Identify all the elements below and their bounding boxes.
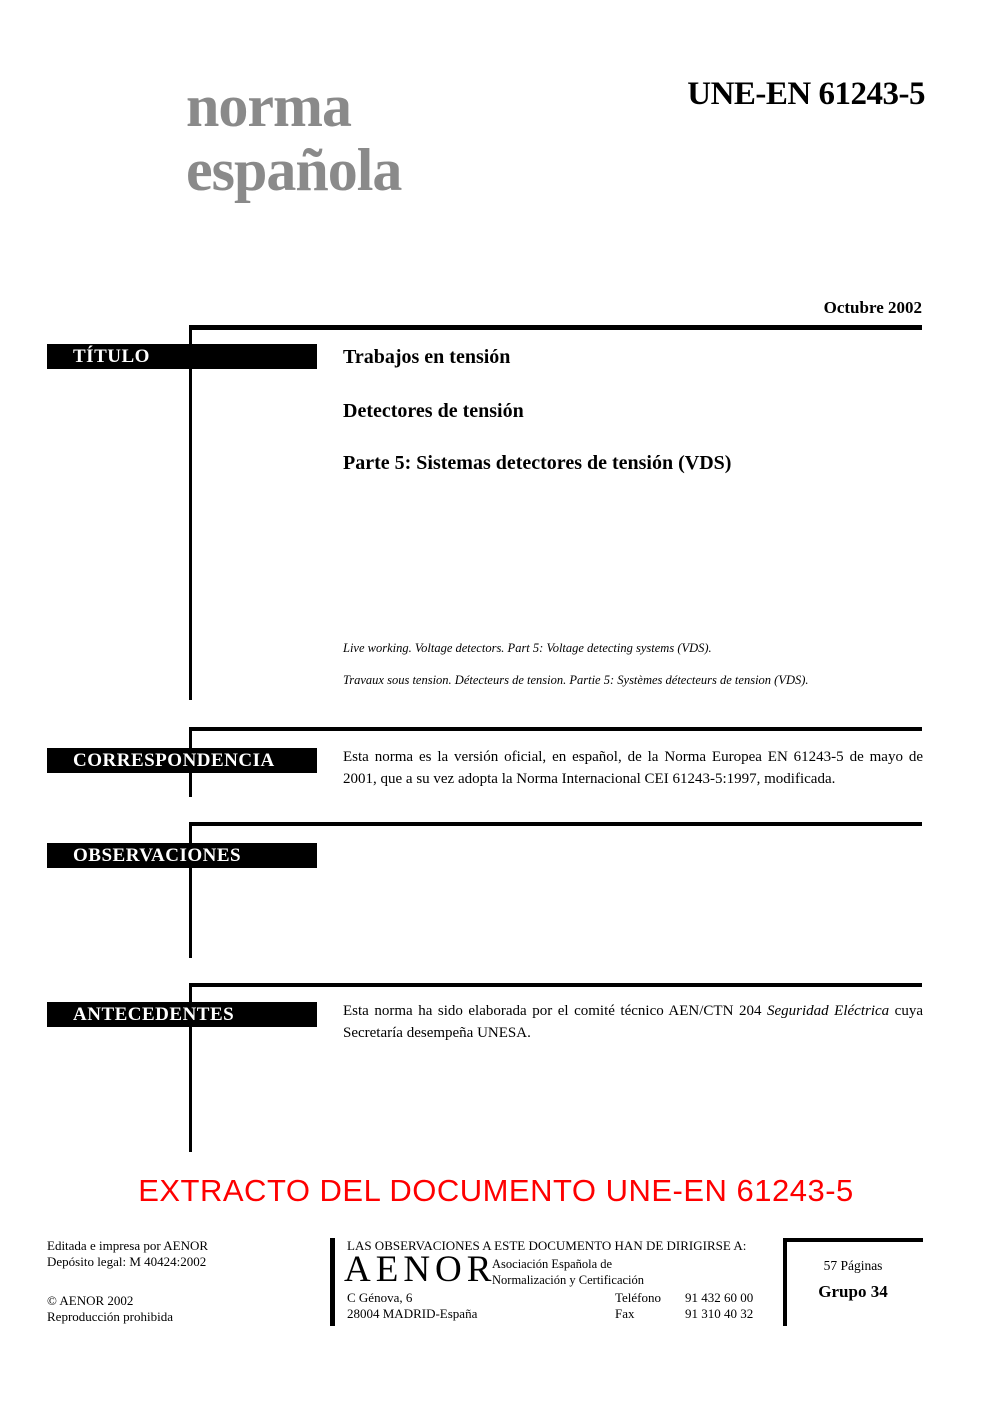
brand-masthead xyxy=(186,74,401,202)
fax-value: 91 310 40 32 xyxy=(685,1306,754,1321)
titulo-label: TÍTULO xyxy=(73,346,150,367)
correspondencia-label-bar xyxy=(47,748,317,773)
correspondencia-label: CORRESPONDENCIA xyxy=(73,750,275,771)
antecedentes-label: ANTECEDENTES xyxy=(73,1004,235,1025)
aenor-org-name xyxy=(492,1256,644,1288)
phone-label: Teléfono xyxy=(615,1290,662,1305)
title-line-3: Parte 5: Sistemas detectores de tensión (VDS) xyxy=(343,452,732,474)
footer-publisher-block xyxy=(47,1238,208,1270)
antecedentes-text-part1: Esta norma ha sido elaborada por el comité técnico AEN/CTN 204 xyxy=(343,1003,767,1019)
footer-right-bracket-horizontal xyxy=(783,1238,923,1242)
footer-address xyxy=(347,1290,477,1322)
title-translation-english: Live working. Voltage detectors. Part 5: Voltage detecting systems (VDS). xyxy=(343,641,712,655)
footer-phone-values xyxy=(685,1290,753,1322)
aenor-logo: AENOR xyxy=(344,1249,497,1290)
document-code: UNE-EN 61243-5 xyxy=(687,76,925,112)
antecedentes-text-part3: cuya Secretaría desempeña UNESA. xyxy=(343,1003,923,1041)
fax-label: Fax xyxy=(615,1306,635,1321)
group-number: Grupo 34 xyxy=(818,1282,888,1301)
publication-date: Octubre 2002 xyxy=(823,298,922,317)
correspondencia-top-rule xyxy=(189,727,922,731)
page-count: 57 Páginas xyxy=(823,1258,883,1273)
phone-value: 91 432 60 00 xyxy=(685,1290,754,1305)
footer-published-line2: Depósito legal: M 40424:2002 xyxy=(47,1254,207,1269)
footer-copyright-line1: © AENOR 2002 xyxy=(47,1293,134,1308)
brand-line2: española xyxy=(186,137,402,203)
footer-copyright-block xyxy=(47,1293,173,1325)
correspondencia-text: Esta norma es la versión oficial, en español, de la Norma Europea EN 61243-5 de mayo de 2001, que a su vez adopta la Norma Internacional CEI 61243-5:1997, modificada. xyxy=(343,749,923,787)
antecedentes-top-rule xyxy=(189,983,922,987)
address-line2: 28004 MADRID-España xyxy=(347,1306,478,1321)
title-line-2: Detectores de tensión xyxy=(343,400,524,422)
footer-phone-labels xyxy=(615,1290,661,1322)
antecedentes-label-bar xyxy=(47,1002,317,1027)
extract-banner: EXTRACTO DEL DOCUMENTO UNE-EN 61243-5 xyxy=(138,1173,854,1208)
antecedentes-text-committee-italic: Seguridad Eléctrica xyxy=(766,1003,890,1019)
title-line-1: Trabajos en tensión xyxy=(343,346,511,368)
address-line1: C Génova, 6 xyxy=(347,1290,413,1305)
org-name-line1: Asociación Española de xyxy=(492,1257,613,1271)
org-name-line2: Normalización y Certificación xyxy=(492,1273,645,1287)
observaciones-label-bar xyxy=(47,843,317,868)
footer-copyright-line2: Reproducción prohibida xyxy=(47,1309,173,1324)
titulo-top-rule xyxy=(189,325,922,330)
footer-divider-bar xyxy=(330,1238,335,1326)
titulo-vertical-rule xyxy=(189,325,192,700)
footer-remarks-notice: LAS OBSERVACIONES A ESTE DOCUMENTO HAN DE DIRIGIRSE A: xyxy=(347,1238,747,1253)
antecedentes-text xyxy=(343,1001,923,1044)
observaciones-label: OBSERVACIONES xyxy=(73,845,242,866)
brand-line1: norma xyxy=(186,73,351,139)
footer-published-line1: Editada e impresa por AENOR xyxy=(47,1238,209,1253)
title-translation-french: Travaux sous tension. Détecteurs de tension. Partie 5: Systèmes détecteurs de tension (VDS). xyxy=(343,673,809,687)
observaciones-top-rule xyxy=(189,822,922,826)
titulo-label-bar xyxy=(47,344,317,369)
